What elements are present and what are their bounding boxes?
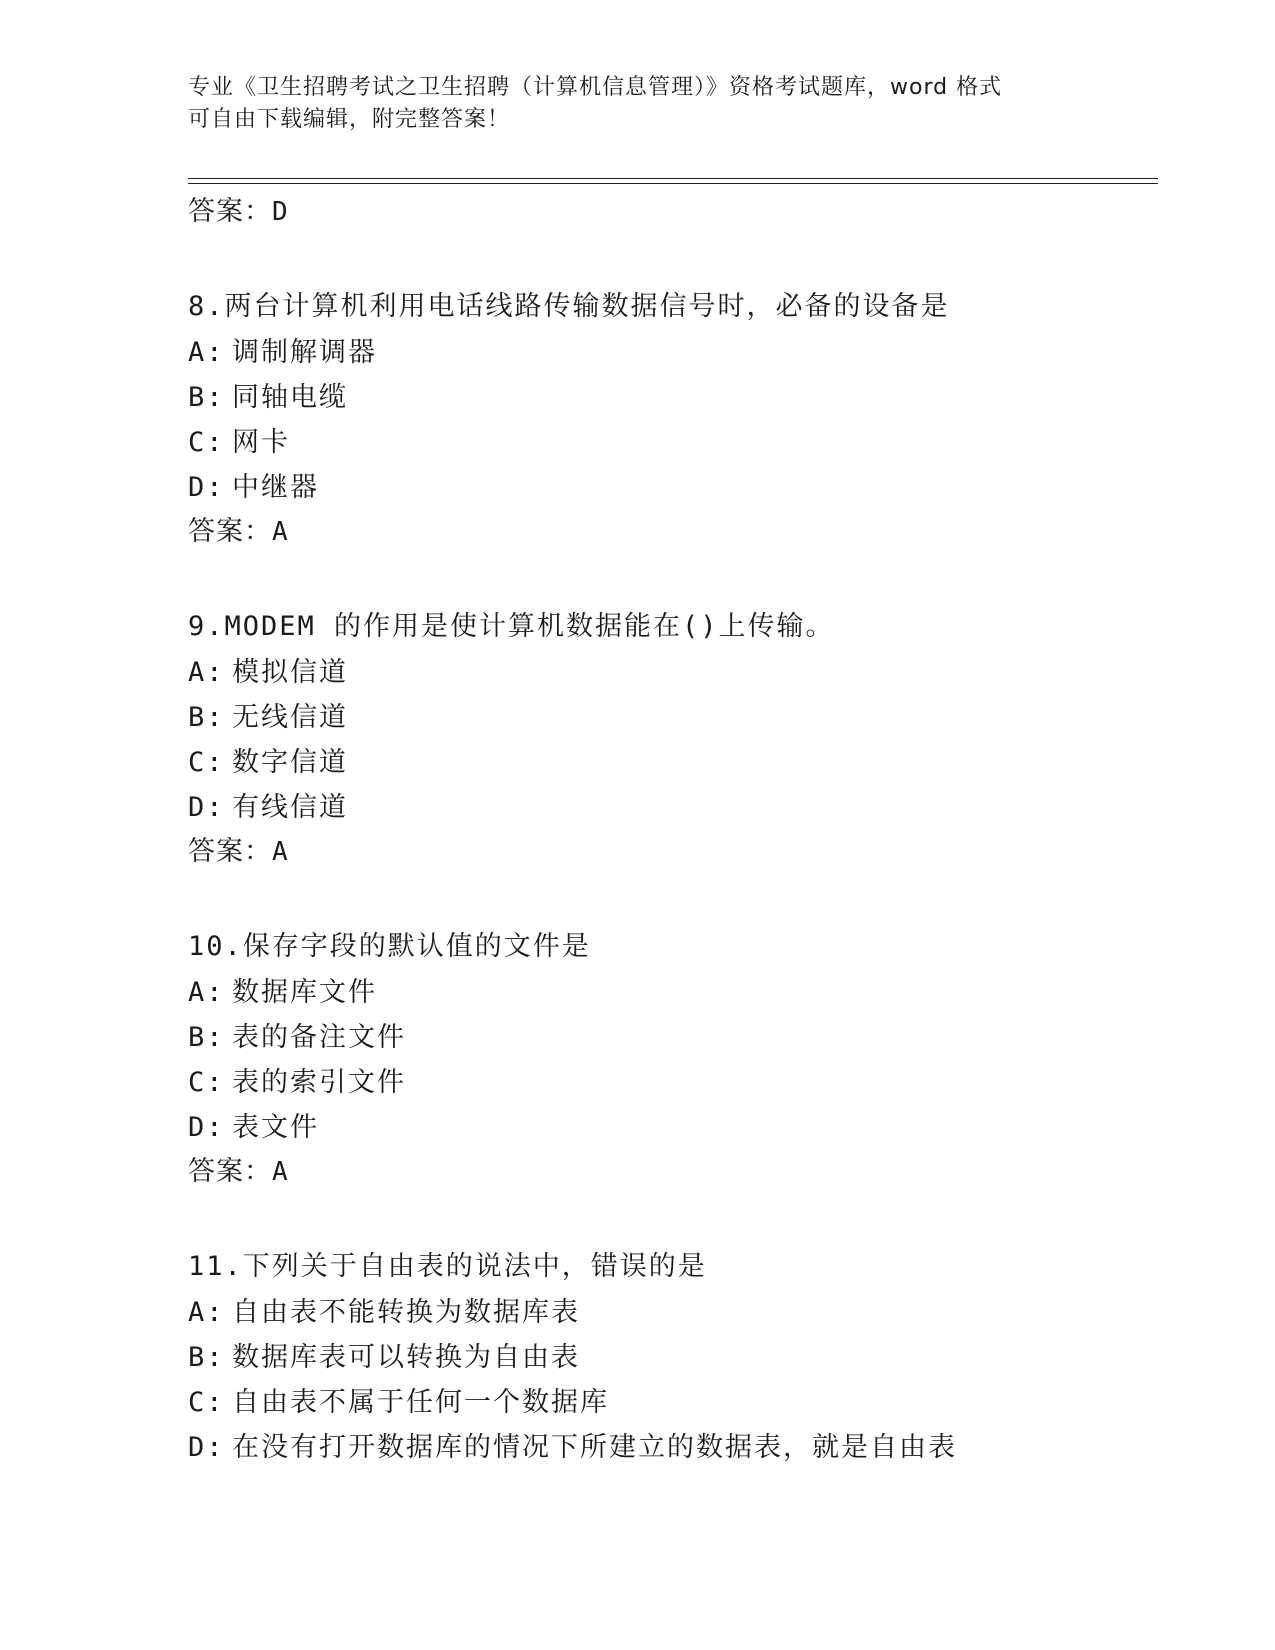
answer-value: A [272, 837, 289, 867]
option-b [188, 1335, 1178, 1380]
option-a [188, 330, 1178, 375]
answer-value: D [272, 197, 289, 227]
option-b [188, 695, 1178, 740]
option-text: 自由表不能转换为数据库表 [232, 1297, 580, 1328]
answer-line [188, 1150, 1178, 1194]
option-d [188, 1425, 1178, 1470]
option-text: 在没有打开数据库的情况下所建立的数据表，就是自由表 [232, 1432, 957, 1463]
question-text: 8.两台计算机利用电话线路传输数据信号时，必备的设备是 [188, 291, 950, 322]
option-letter: C: [188, 1387, 225, 1418]
option-a [188, 1290, 1178, 1335]
answer-line-prev [188, 190, 1178, 234]
option-text: 数字信道 [232, 747, 348, 778]
option-text: 数据库表可以转换为自由表 [232, 1342, 580, 1373]
question-block-9 [188, 604, 1178, 874]
option-text: 表的备注文件 [232, 1022, 406, 1053]
header-title-line-2: 可自由下载编辑，附完整答案！ [188, 107, 511, 132]
option-d [188, 465, 1178, 510]
option-text: 无线信道 [232, 702, 348, 733]
option-letter: A: [188, 657, 225, 688]
option-c [188, 740, 1178, 785]
option-text: 中继器 [232, 472, 319, 503]
option-text: 有线信道 [232, 792, 348, 823]
answer-label: 答案： [188, 196, 272, 227]
document-header [188, 72, 1068, 136]
option-letter: C: [188, 427, 225, 458]
question-block-8 [188, 284, 1178, 554]
answer-line [188, 830, 1178, 874]
option-letter: D: [188, 1112, 225, 1143]
option-text: 调制解调器 [232, 337, 377, 368]
option-letter: D: [188, 792, 225, 823]
option-letter: A: [188, 1297, 225, 1328]
question-block-11 [188, 1244, 1178, 1470]
option-letter: C: [188, 1067, 225, 1098]
option-text: 网卡 [232, 427, 290, 458]
option-d [188, 1105, 1178, 1150]
answer-line [188, 510, 1178, 554]
spacer [188, 874, 1178, 924]
option-text: 模拟信道 [232, 657, 348, 688]
option-letter: D: [188, 1432, 225, 1463]
option-letter: A: [188, 337, 225, 368]
option-c [188, 420, 1178, 465]
question-text: 9.MODEM 的作用是使计算机数据能在()上传输。 [188, 611, 835, 642]
answer-label: 答案： [188, 516, 272, 547]
option-text: 表文件 [232, 1112, 319, 1143]
option-letter: B: [188, 1342, 225, 1373]
option-d [188, 785, 1178, 830]
spacer [188, 234, 1178, 284]
option-c [188, 1380, 1178, 1425]
answer-value: A [272, 1157, 289, 1187]
option-text: 同轴电缆 [232, 382, 348, 413]
header-divider-top [188, 178, 1158, 179]
option-letter: B: [188, 1022, 225, 1053]
option-text: 数据库文件 [232, 977, 377, 1008]
answer-value: A [272, 517, 289, 547]
option-letter: B: [188, 702, 225, 733]
question-text: 10.保存字段的默认值的文件是 [188, 931, 591, 962]
option-letter: C: [188, 747, 225, 778]
option-text: 表的索引文件 [232, 1067, 406, 1098]
answer-label: 答案： [188, 836, 272, 867]
answer-label: 答案： [188, 1156, 272, 1187]
option-letter: D: [188, 472, 225, 503]
option-b [188, 375, 1178, 420]
option-a [188, 970, 1178, 1015]
header-divider-bottom [188, 183, 1158, 184]
question-text: 11.下列关于自由表的说法中，错误的是 [188, 1251, 707, 1282]
option-a [188, 650, 1178, 695]
spacer [188, 554, 1178, 604]
question-list [188, 190, 1178, 1470]
option-c [188, 1060, 1178, 1105]
option-b [188, 1015, 1178, 1060]
option-text: 自由表不属于任何一个数据库 [232, 1387, 609, 1418]
spacer [188, 1194, 1178, 1244]
option-letter: A: [188, 977, 225, 1008]
option-letter: B: [188, 382, 225, 413]
header-title-line-1: 专业《卫生招聘考试之卫生招聘（计算机信息管理）》资格考试题库，word 格式 [188, 75, 1003, 100]
question-block-10 [188, 924, 1178, 1194]
